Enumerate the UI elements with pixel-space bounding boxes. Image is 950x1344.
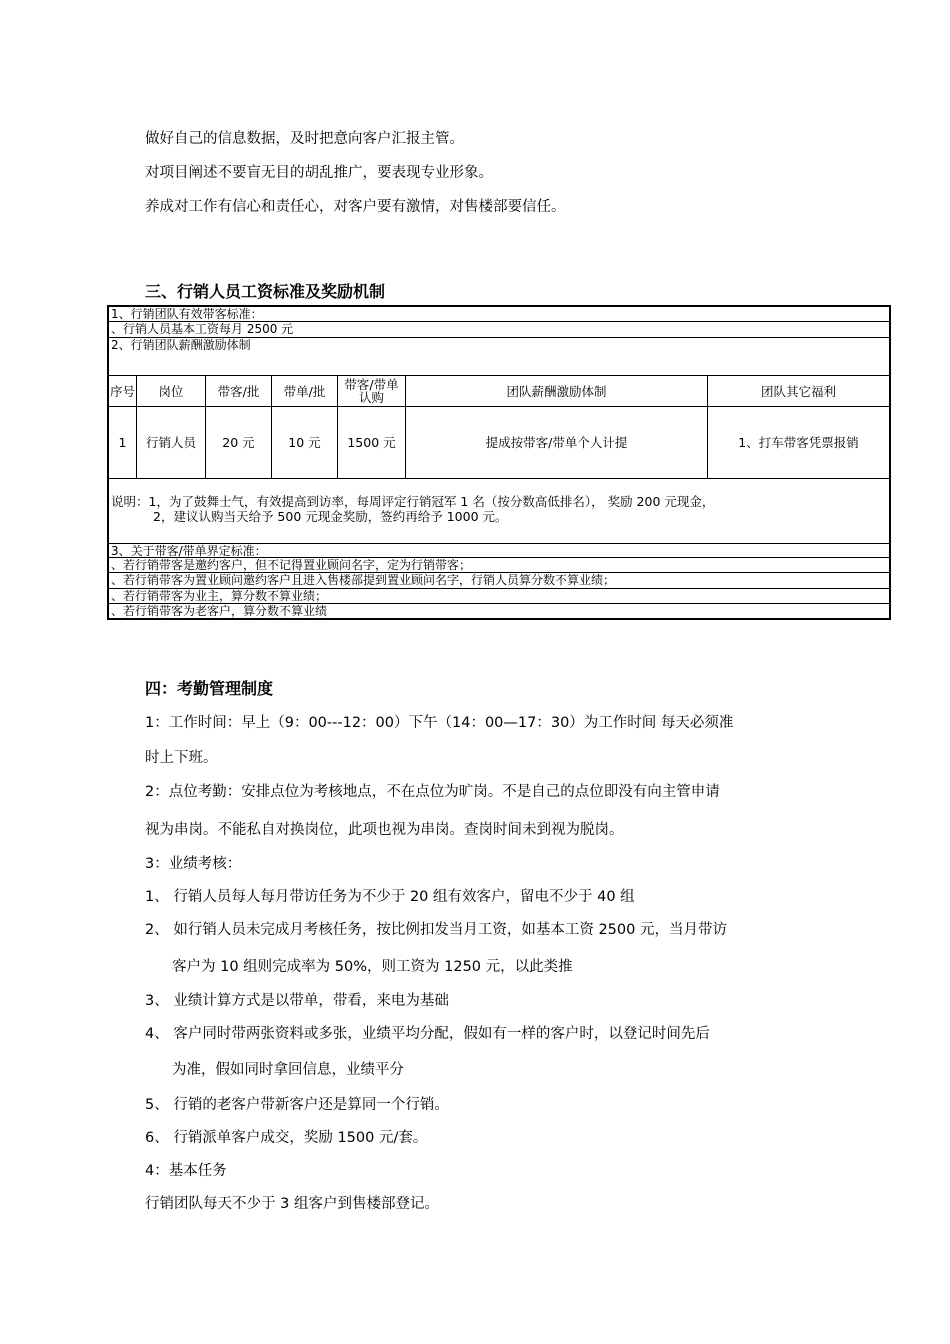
- rule-line: 2：点位考勤：安排点位为考核地点，不在点位为旷岗。不是自己的点位即没有向主管申请: [145, 784, 720, 800]
- rule-line: 客户为 10 组则完成率为 50%，则工资为 1250 元，以此类推: [172, 959, 573, 975]
- header-cell: 带客/带单认购: [338, 376, 406, 407]
- intro-line: 对项目阐述不要盲无目的胡乱推广，要表现专业形象。: [145, 165, 493, 181]
- table-row: [109, 604, 889, 618]
- data-cell: 1、打车带客凭票报销: [738, 435, 859, 450]
- intro-line: 做好自己的信息数据，及时把意向客户汇报主管。: [145, 131, 464, 147]
- rule-line: 行销团队每天不少于 3 组客户到售楼部登记。: [145, 1196, 439, 1212]
- table-row: [109, 338, 889, 376]
- rule-line: 3：业绩考核：: [145, 856, 242, 872]
- row-text: 1、行销团队有效带客标准：: [111, 307, 263, 321]
- table-row: [109, 307, 889, 322]
- rule-line: 4：基本任务: [145, 1163, 227, 1179]
- rule-line: 3、 业绩计算方式是以带单，带看，来电为基础: [145, 993, 449, 1009]
- data-cell: 20 元: [206, 407, 272, 478]
- header-cell: 岗位: [137, 376, 206, 407]
- data-cell: 1: [109, 407, 137, 478]
- table-row: [109, 543, 889, 558]
- row-text: 、行销人员基本工资每月 2500 元: [111, 322, 294, 336]
- header-cell: 团队其它福利: [708, 376, 889, 407]
- table-row: [109, 573, 889, 589]
- salary-grid: [109, 376, 889, 478]
- data-cell: 10 元: [272, 407, 338, 478]
- data-cell: 提成按带客/带单个人计提: [406, 407, 708, 478]
- rule-line: 2、 如行销人员未完成月考核任务，按比例扣发当月工资，如基本工资 2500 元，当月带访: [145, 922, 727, 938]
- intro-line: 养成对工作有信心和责任心，对客户要有激情，对售楼部要信任。: [145, 199, 566, 215]
- rule-line: 4、 客户同时带两张资料或多张，业绩平均分配，假如有一样的客户时，以登记时间先后: [145, 1026, 710, 1042]
- rule-line: 视为串岗。不能私自对换岗位，此项也视为串岗。查岗时间未到视为脱岗。: [145, 822, 624, 838]
- table-row: [109, 322, 889, 338]
- note-line: 2，建议认购当天给予 500 元现金奖励，签约再给予 1000 元。: [153, 509, 508, 524]
- rule-line: 1：工作时间：早上（9：00---12：00）下午（14：00—17：30）为工作时间 每天必须准: [145, 715, 734, 731]
- note-line: 说明：1，为了鼓舞士气，有效提高到访率，每周评定行销冠军 1 名（按分数高低排名）， 奖励 200 元现金，: [111, 494, 715, 509]
- row-text: 、若行销带客为老客户，算分数不算业绩: [111, 604, 328, 618]
- table-note: [111, 494, 714, 524]
- header-cell: 带单/批: [272, 376, 338, 407]
- row-text: 3、关于带客/带单界定标准：: [111, 544, 267, 558]
- section3-title: 三、行销人员工资标准及奖励机制: [145, 282, 386, 301]
- rule-line: 5、 行销的老客户带新客户还是算同一个行销。: [145, 1097, 449, 1113]
- divider: [109, 478, 889, 479]
- table-row: [109, 589, 889, 604]
- rule-line: 时上下班。: [145, 750, 218, 766]
- header-cell: 带客/批: [206, 376, 272, 407]
- data-cell: 行销人员: [137, 407, 206, 478]
- data-cell: 1500 元: [338, 407, 406, 478]
- section4-title: 四：考勤管理制度: [145, 679, 274, 698]
- row-text: 、若行销带客为置业顾问邀约客户且进入售楼部提到置业顾问名字，行销人员算分数不算业绩；: [111, 573, 616, 587]
- salary-table: [107, 305, 891, 620]
- header-cell: 团队薪酬激励体制: [406, 376, 708, 407]
- header-cell: 序号: [109, 376, 137, 407]
- row-text: 、若行销带客是邀约客户，但不记得置业顾问名字，定为行销带客；: [111, 558, 472, 572]
- rule-line: 6、 行销派单客户成交，奖励 1500 元/套。: [145, 1130, 428, 1146]
- table-row: [109, 558, 889, 573]
- row-text: 、若行销带客为业主，算分数不算业绩；: [111, 589, 328, 603]
- rule-line: 1、 行销人员每人每月带访任务为不少于 20 组有效客户，留电不少于 40 组: [145, 889, 635, 905]
- rule-line: 为准，假如同时拿回信息，业绩平分: [172, 1062, 404, 1078]
- row-text: 2、行销团队薪酬激励体制: [111, 338, 251, 352]
